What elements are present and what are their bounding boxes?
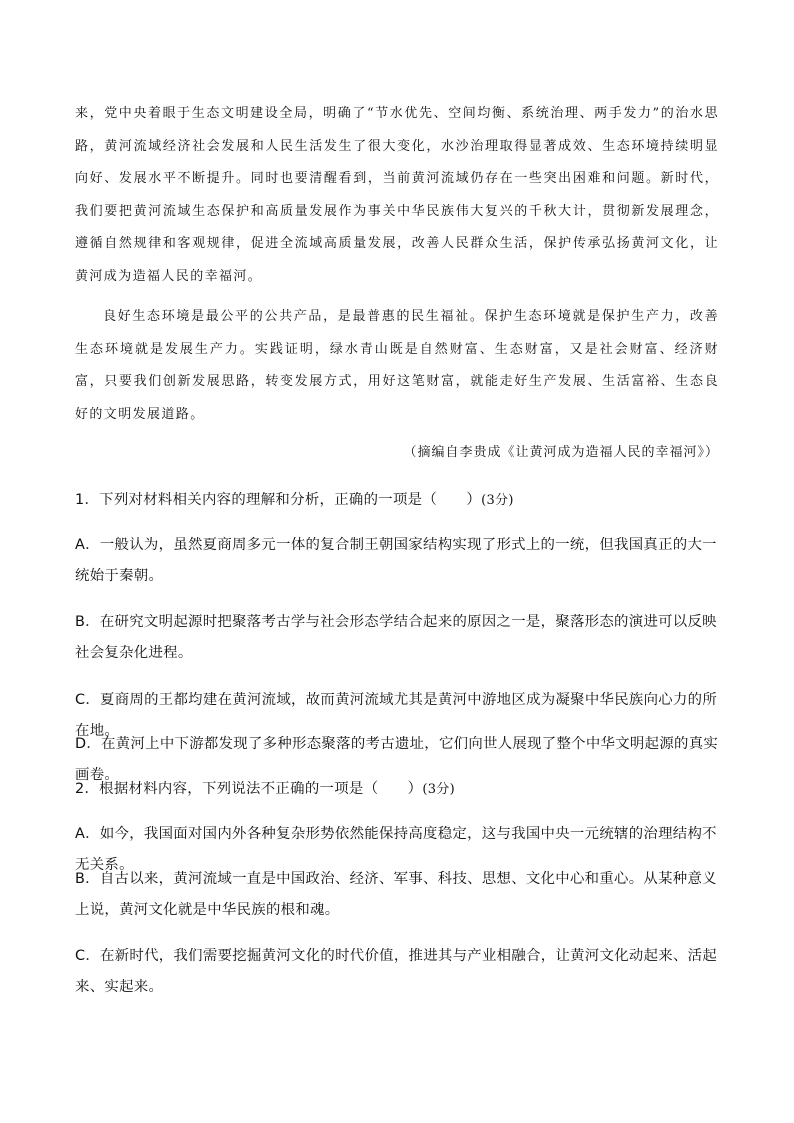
passage-paragraph-1: 来，党中央着眼于生态文明建设全局，明确了“节水优先、空间均衡、系统治理、两手发力”的治水思路，黄河流域经济社会发展和人民生活发生了很大变化，水沙治理取得显著成效、生态环境持续明显向好、发展水平不断提升。同时也要清醒看到，当前黄河流域仍存在一些突出困难和问题。新时代，我们要把黄河流域生态保护和高质量发展作为事关中华民族伟大复兴的千秋大计，贯彻新发展理念，遵循自然规律和客观规律，促进全流域高质量发展，改善人民群众生活，保护传承弘扬黄河文化，让黄河成为造福人民的幸福河。 (75, 106, 719, 284)
question-1-score: (3分) (481, 493, 514, 508)
question-2-option-c: C．在新时代，我们需要挖掘黄河文化的时代价值，推进其与产业相融合，让黄河文化动起来、活起来、实起来。 (75, 948, 718, 995)
question-1-option-d: D．在黄河上中下游都发现了多种形态聚落的考古遗址，它们向世人展现了整个中华文明起源的真实画卷。 (75, 736, 719, 783)
question-2-option-a: A．如今，我国面对国内外各种复杂形势依然能保持高度稳定，这与我国中央一元统辖的治理结构不无关系。 (75, 826, 717, 873)
question-1-stem (75, 485, 721, 516)
question-1-option-a: A．一般认为，虽然夏商周多元一体的复合制王朝国家结构实现了形式上的一统，但我国真正的大一统始于秦朝。 (75, 537, 717, 584)
question-1-option-c: C．夏商周的王都均建在黄河流域，故而黄河流域尤其是黄河中游地区成为凝聚中华民族向心力的所在地。 (75, 692, 718, 739)
question-1-text: 1．下列对材料相关内容的理解和分析，正确的一项是（ ） (75, 492, 482, 508)
question-2-text: 2．根据材料内容，下列说法不正确的一项是（ ） (75, 781, 423, 797)
passage-source: （摘编自李贵成《让黄河成为造福人民的幸福河》） (403, 445, 719, 460)
question-2-option-b: B．自古以来，黄河流域一直是中国政治、经济、军事、科技、思想、文化中心和重心。从某种意义上说，黄河文化就是中华民族的根和魂。 (75, 871, 717, 918)
question-2-score: (3分) (422, 782, 455, 797)
question-1-option-b: B．在研究文明起源时把聚落考古学与社会形态学结合起来的原因之一是，聚落形态的演进可以反映社会复杂化进程。 (75, 614, 717, 661)
question-2-stem (75, 774, 721, 805)
passage-paragraph-2: 良好生态环境是最公平的公共产品，是最普惠的民生福祉。保护生态环境就是保护生产力，改善生态环境就是发展生产力。实践证明，绿水青山既是自然财富、生态财富，又是社会财富、经济财富，只要我们创新发展思路，转变发展方式，用好这笔财富，就能走好生产发展、生活富裕、生态良好的文明发展道路。 (75, 309, 719, 422)
